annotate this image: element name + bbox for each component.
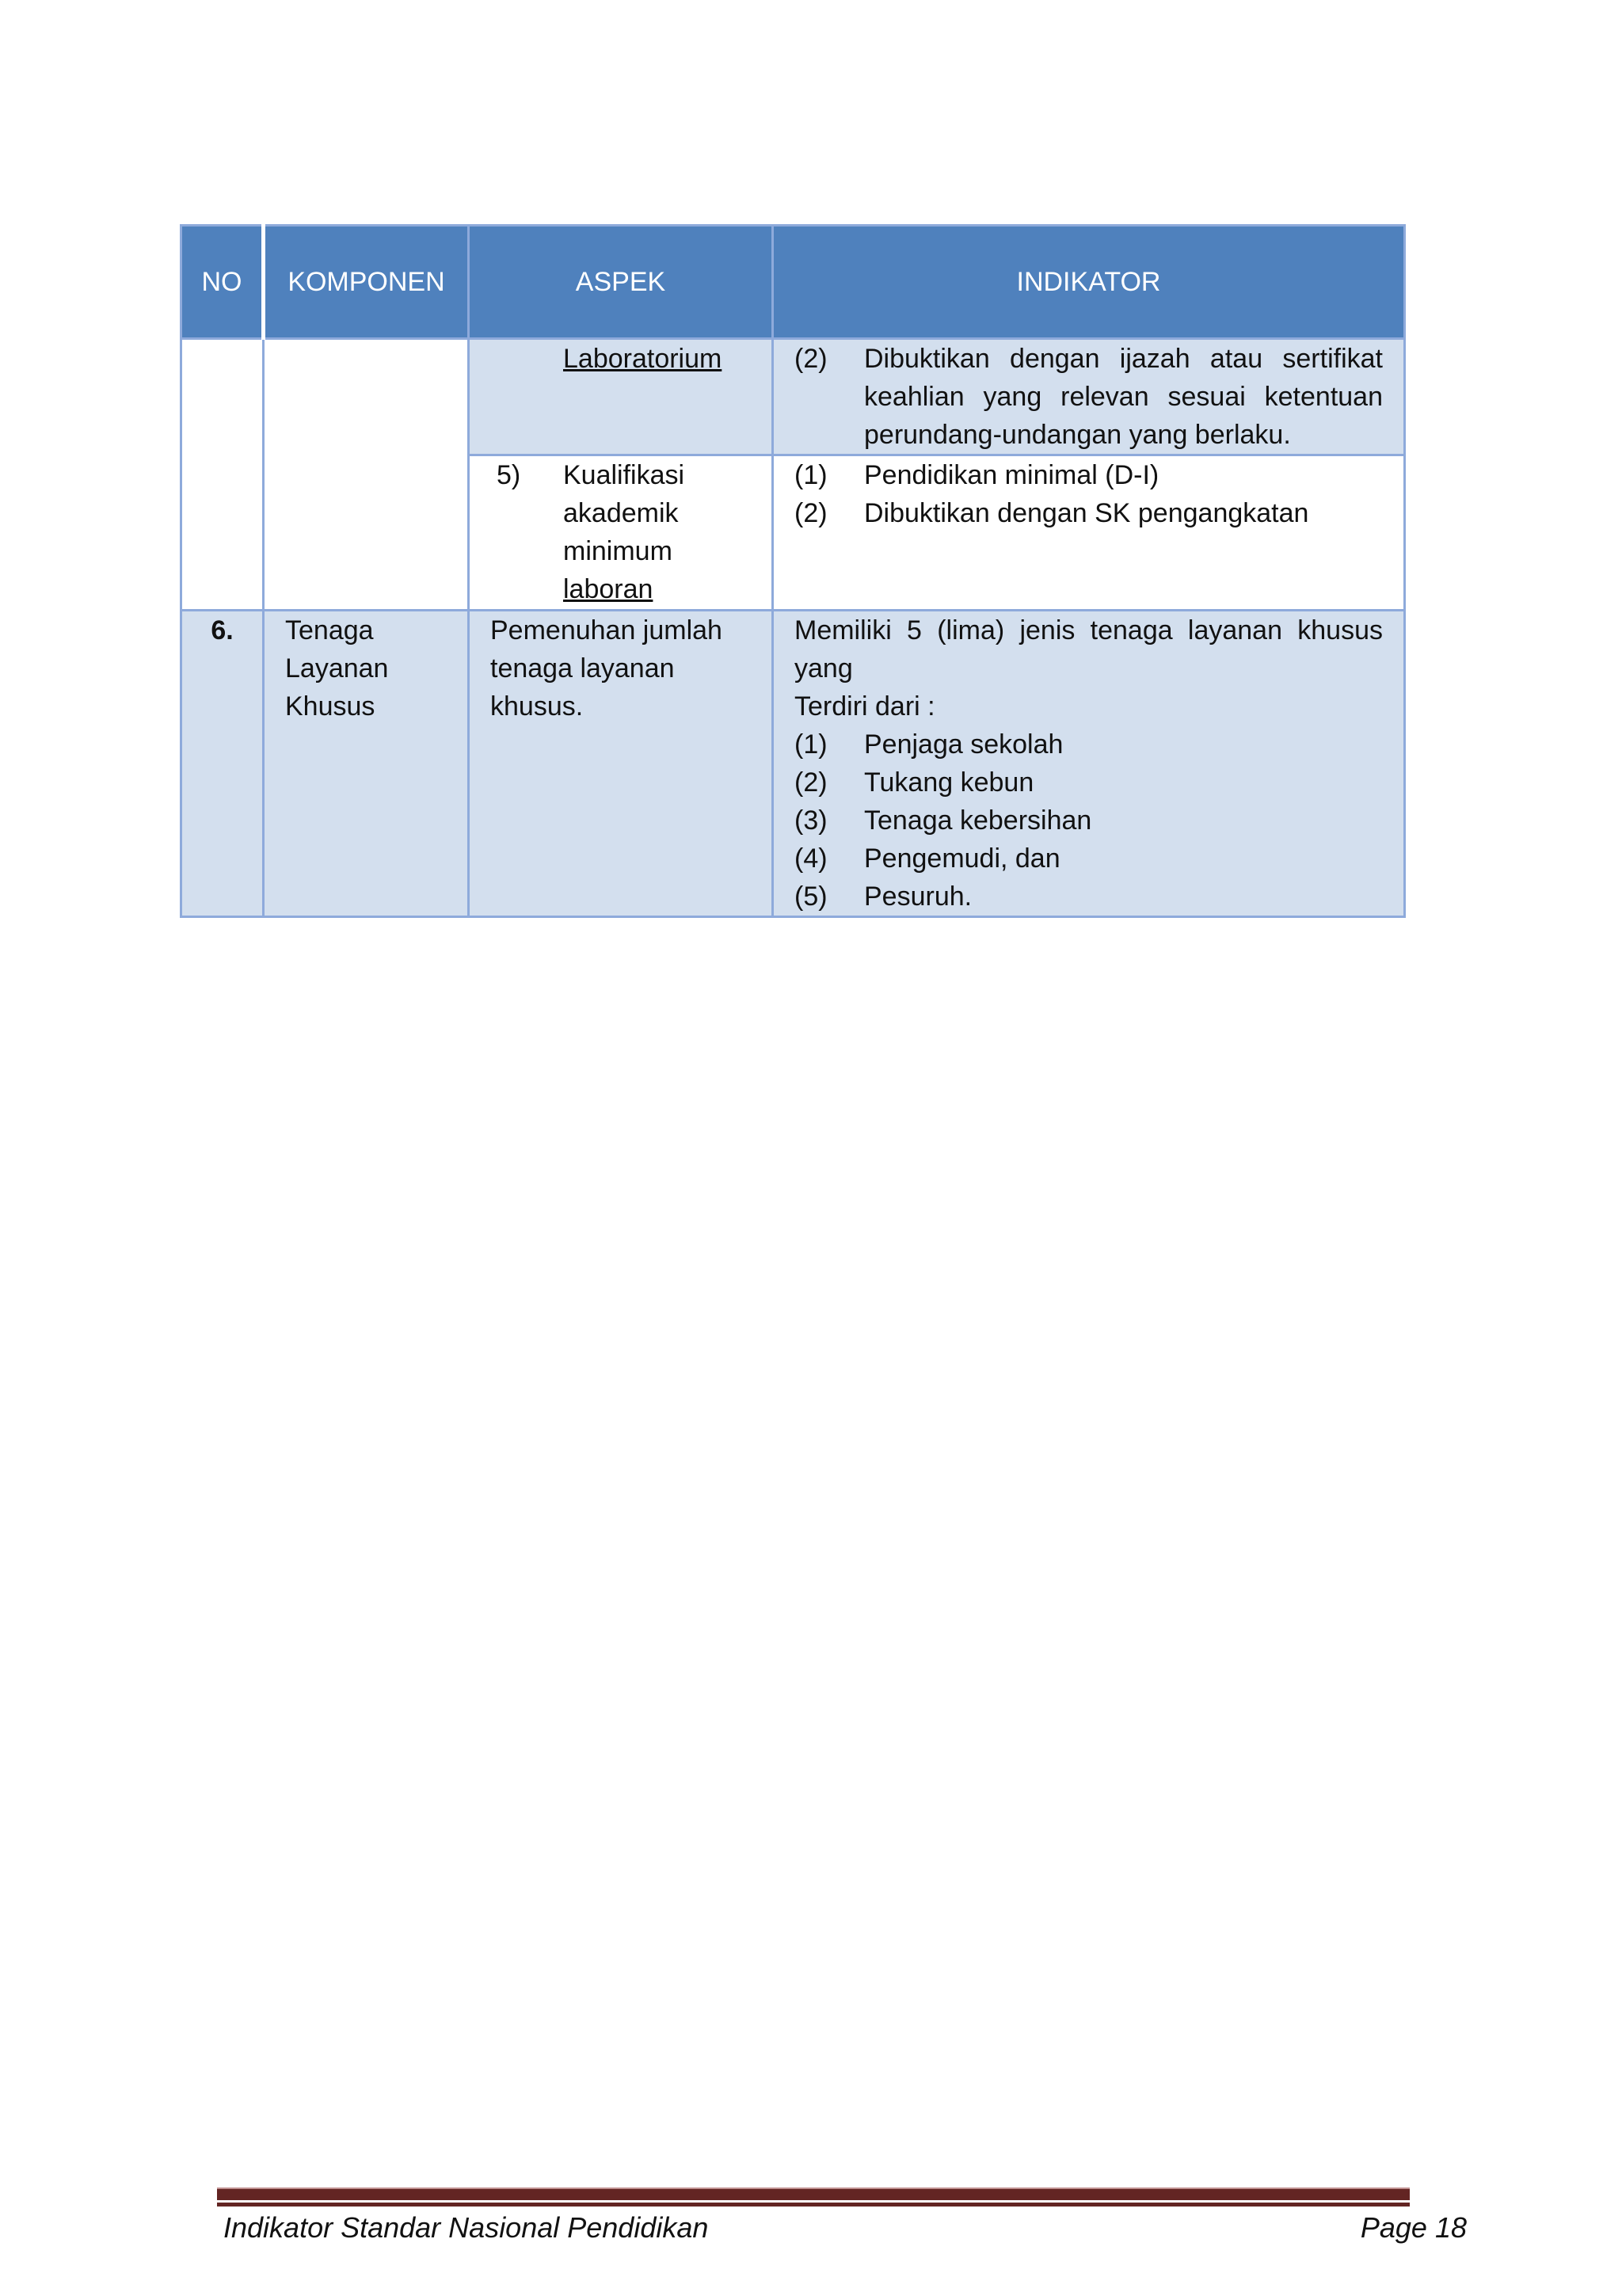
list-item <box>794 494 1383 532</box>
aspek-cell <box>469 339 773 455</box>
indikator-cell <box>773 455 1405 611</box>
footer-title: Indikator Standar Nasional Pendidikan <box>223 2211 709 2244</box>
item-number: (3) <box>794 805 828 836</box>
item-number: (1) <box>794 460 828 490</box>
item-number: (2) <box>794 344 828 374</box>
footer-divider-thin <box>217 2203 1410 2207</box>
item-number: (2) <box>794 767 828 798</box>
indikator-intro: Terdiri dari : <box>794 691 935 722</box>
item-number: (5) <box>794 881 828 912</box>
no-cell: 6. <box>181 611 264 917</box>
header-aspek: ASPEK <box>469 226 773 339</box>
aspek-line: akademik <box>563 498 679 528</box>
item-text: Pesuruh. <box>864 881 973 912</box>
aspek-line: laboran <box>563 574 653 604</box>
item-number: (2) <box>794 498 828 528</box>
item-number: (4) <box>794 843 828 874</box>
indikator-intro: Memiliki 5 (lima) jenis tenaga layanan khusus yang <box>794 615 1383 683</box>
komponen-cell: Tenaga Layanan Khusus <box>264 611 469 917</box>
aspek-cell <box>469 455 773 611</box>
item-text: Tenaga kebersihan <box>864 805 1092 836</box>
item-text: Tukang kebun <box>864 767 1034 798</box>
table-header <box>181 226 1405 339</box>
list-item <box>794 878 1383 916</box>
page-number: Page 18 <box>1360 2211 1467 2244</box>
header-indikator: INDIKATOR <box>773 226 1405 339</box>
table-row <box>181 339 1405 455</box>
komponen-cell <box>264 339 469 611</box>
aspek-text: Laboratorium <box>563 344 722 374</box>
item-text: Penjaga sekolah <box>864 729 1064 760</box>
list-item <box>794 802 1383 840</box>
header-komponen: KOMPONEN <box>264 226 469 339</box>
item-text: Pendidikan minimal (D-I) <box>864 460 1159 490</box>
indicator-table <box>180 224 1406 918</box>
item-text: Dibuktikan dengan ijazah atau sertifikat keahlian yang relevan sesuai ketentuan perundang-undangan yang berlaku. <box>864 344 1383 450</box>
indikator-cell <box>773 339 1405 455</box>
list-item <box>794 840 1383 878</box>
list-item <box>794 340 1383 454</box>
aspek-line: minimum <box>563 536 672 566</box>
indikator-cell <box>773 611 1405 917</box>
item-number: (1) <box>794 729 828 760</box>
aspek-cell: Pemenuhan jumlah tenaga layanan khusus. <box>469 611 773 917</box>
list-item <box>794 725 1383 763</box>
item-text: Dibuktikan dengan SK pengangkatan <box>864 498 1309 528</box>
table-row <box>181 611 1405 917</box>
header-no: NO <box>181 226 264 339</box>
footer-divider <box>217 2187 1410 2200</box>
item-text: Pengemudi, dan <box>864 843 1060 874</box>
aspek-number: 5) <box>497 460 521 490</box>
list-item <box>794 456 1383 494</box>
no-cell <box>181 339 264 611</box>
list-item <box>794 763 1383 802</box>
aspek-line: Kualifikasi <box>563 460 685 490</box>
